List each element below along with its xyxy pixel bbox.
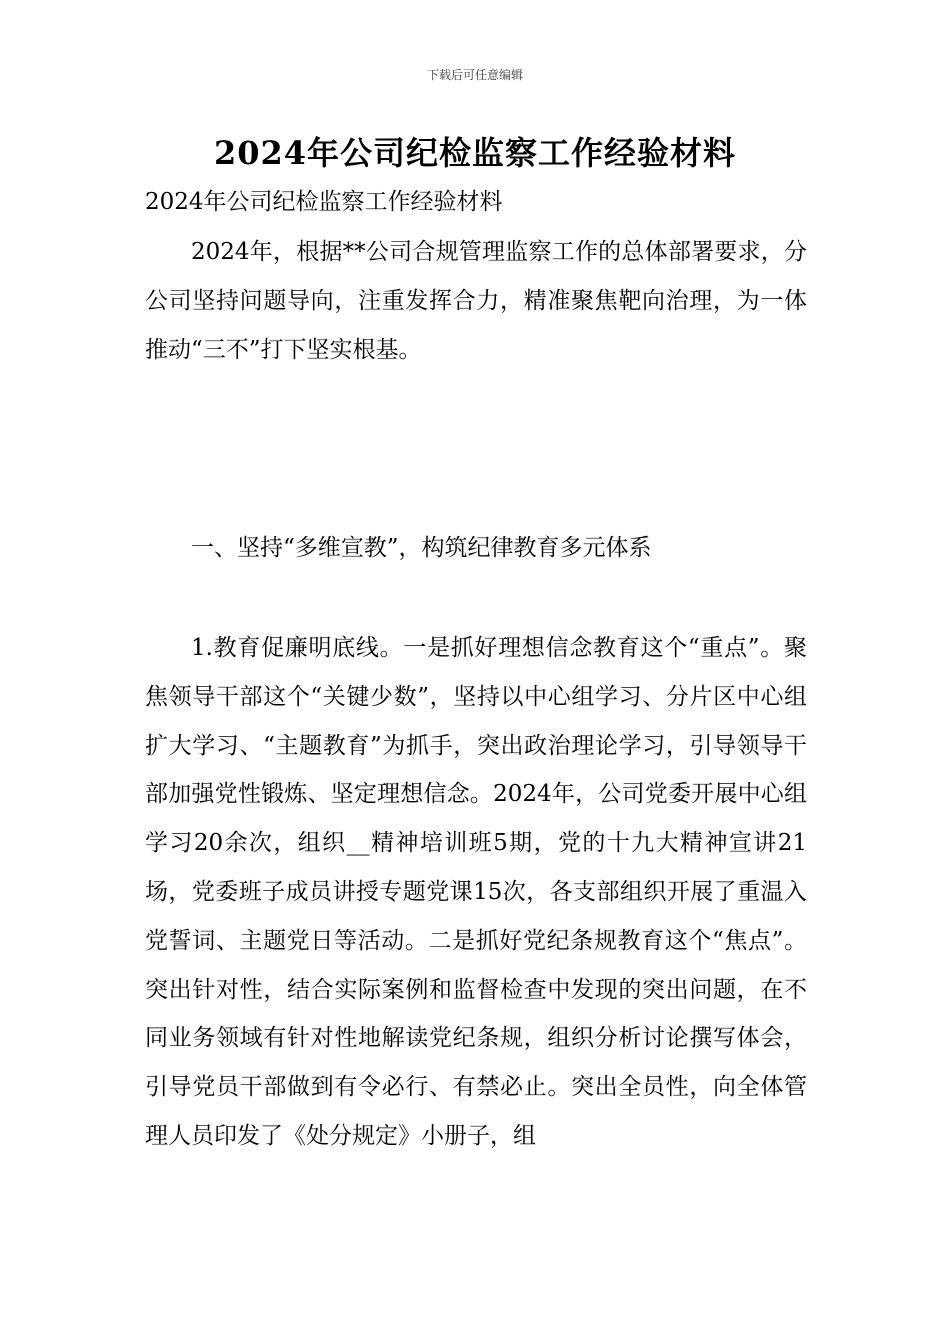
document-subtitle: 2024年公司纪检监察工作经验材料 xyxy=(145,189,503,215)
section-heading-1: 一、坚持“多维宣教”，构筑纪律教育多元体系 xyxy=(191,535,652,561)
intro-paragraph: 2024年，根据**公司合规管理监察工作的总体部署要求，分公司坚持问题导向，注重发挥合力，精准聚焦靶向治理，为一体推动“三不”打下坚实根基。 xyxy=(145,239,807,363)
section-1-paragraph: 1.教育促廉明底线。一是抓好理想信念教育这个“重点”。聚焦领导干部这个“关键少数”，坚持以中心组学习、分片区中心组扩大学习、“主题教育”为抓手，突出政治理论学习，引导领导干部加强党性锻炼、坚定理想信念。2024年，公司党委开展中心组学习20余次，组织__精神培训班5期，党的十九大精神宣讲21场，党委班子成员讲授专题党课15次，各支部组织开展了重温入党誓词、主题党日等活动。二是抓好党纪条规教育这个“焦点”。突出针对性，结合实际案例和监督检查中发现的突出问题，在不同业务领域有针对性地解读党纪条规，组织分析讨论撰写体会，引导党员干部做到有令必行、有禁必止。突出全员性，向全体管理人员印发了《处分规定》小册子，组 xyxy=(145,635,807,1149)
document-title: 2024年公司纪检监察工作经验材料 xyxy=(213,134,737,172)
header-note: 下载后可任意编辑 xyxy=(426,68,523,82)
